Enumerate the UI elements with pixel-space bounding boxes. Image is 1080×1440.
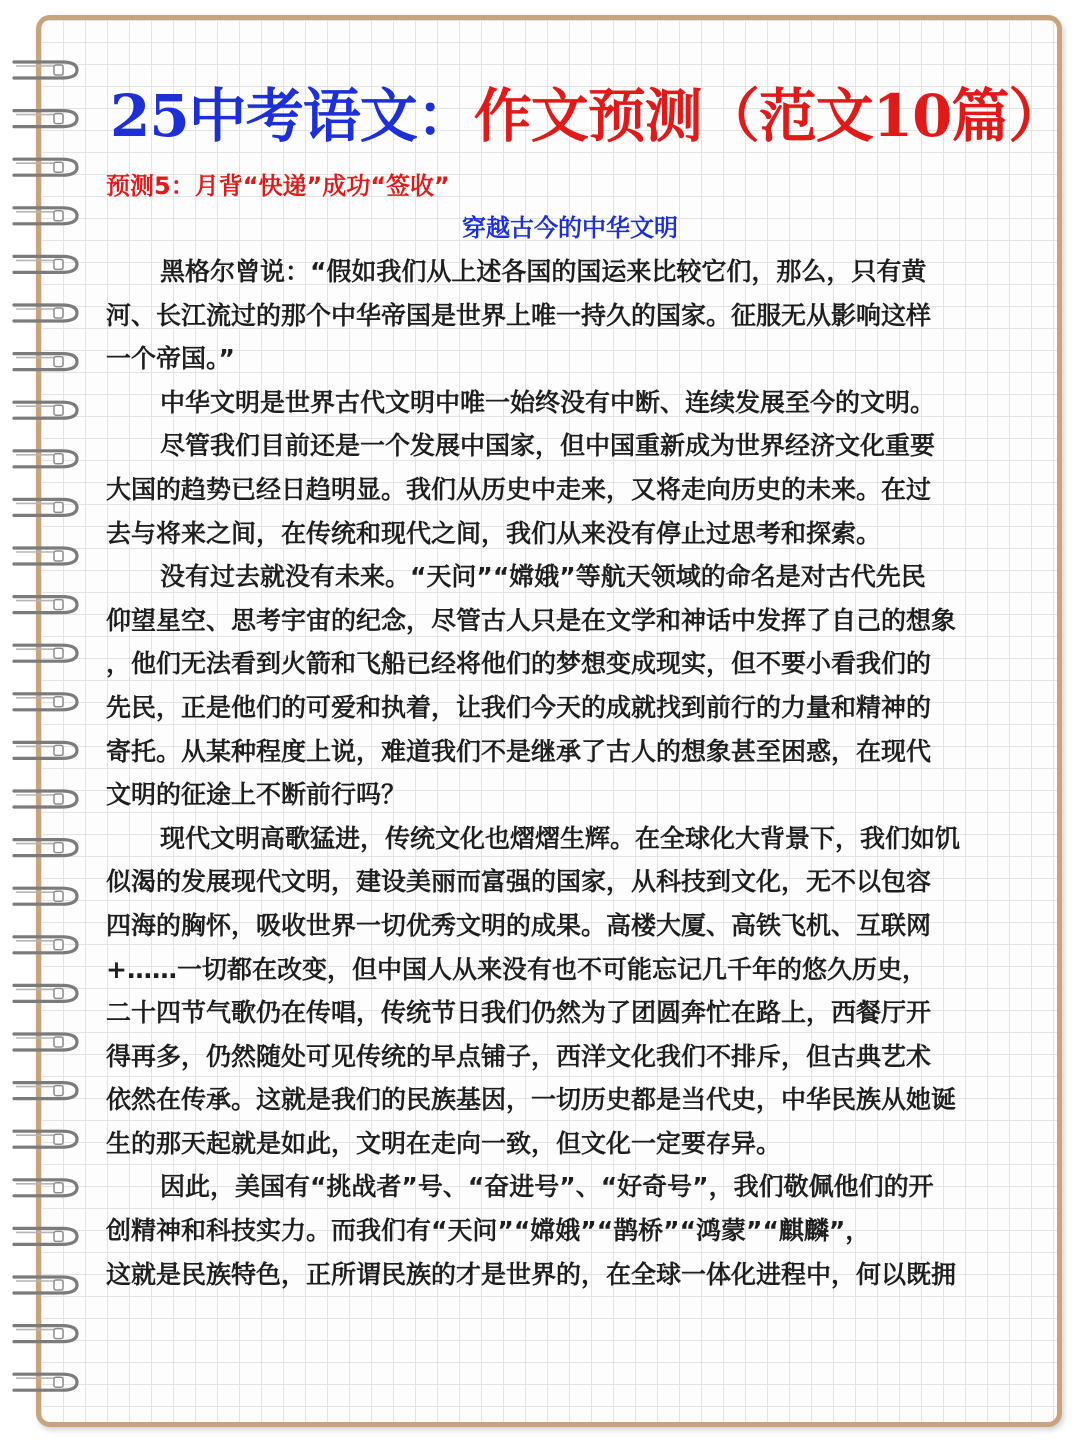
binding-ring [14,305,77,321]
text-line: 去与将来之间，在传统和现代之间，我们从来没有停止过思考和探索。 [106,518,882,548]
binding-ring [14,111,77,127]
binding-ring [14,1180,77,1196]
binding-ring [14,1131,77,1147]
title-part-blue: 25中考语文： [110,82,474,150]
text-line: 因此，美国有“挑战者”号、“奋进号”、“好奇号”，我们敬佩他们的开 [160,1172,934,1202]
binding-ring [14,1326,77,1342]
essay-title: 穿越古今的中华文明 [462,214,678,242]
text-line: 尽管我们目前还是一个发展中国家，但中国重新成为世界经济文化重要 [160,431,936,461]
text-line: 中华文明是世界古代文明中唯一始终没有中断、连续发展至今的文明。 [160,387,936,417]
text-line: 大国的趋势已经日趋明显。我们从历史中走来，又将走向历史的未来。在过 [106,474,932,504]
prediction-subtitle: 预测5：月背“快递”成功“签收” [106,172,450,200]
binding-ring [14,1374,77,1390]
binding-ring [14,937,77,953]
binding-ring [14,451,77,467]
text-line: 黑格尔曾说：“假如我们从上述各国的国运来比较它们，那么，只有黄 [160,257,927,286]
binding-ring [14,62,77,78]
binding-ring [14,354,77,370]
binding-ring [14,256,77,272]
text-line: 依然在传承。这就是我们的民族基因，一切历史都是当代史，中华民族从她诞 [106,1085,957,1115]
text-line: 得再多，仍然随处可见传统的早点铺子，西洋文化我们不排斥，但古典艺术 [106,1041,932,1071]
text-line: ，他们无法看到火箭和飞船已经将他们的梦想变成现实，但不要小看我们的 [106,649,932,679]
text-line: 文明的征途上不断前行吗？ [106,780,407,810]
binding-ring [14,402,77,418]
binding-ring [14,840,77,856]
text-line: 仰望星空、思考宇宙的纪念，尽管古人只是在文学和神话中发挥了自己的想象 [106,605,957,635]
page-title [110,78,1066,154]
binding-ring [14,208,77,224]
binding-ring [14,1277,77,1293]
text-line: 创精神和科技实力。而我们有“天问”“嫦娥”“鹊桥”“鸿蒙”“麒麟”， [106,1216,871,1246]
binding-ring [14,1228,77,1244]
text-line: 一个帝国。” [106,344,235,374]
text-line: 先民，正是他们的可爱和执着，让我们今天的成就找到前行的力量和精神的 [106,692,932,722]
text-line: 没有过去就没有未来。“天问”“嫦娥”等航天领域的命名是对古代先民 [160,562,926,592]
text-line: 似渴的发展现代文明，建设美丽而富强的国家，从科技到文化，无不以包容 [106,867,932,897]
binding-ring [14,159,77,175]
binding-ring [14,742,77,758]
binding-ring [14,791,77,807]
binding-ring [14,548,77,564]
essay-body [106,250,1034,1296]
text-line: +……一切都在改变，但中国人从来没有也不可能忘记几千年的悠久历史， [106,954,927,984]
text-line: 这就是民族特色，正所谓民族的才是世界的，在全球一体化进程中，何以既拥 [106,1259,957,1289]
text-line: 寄托。从某种程度上说，难道我们不是继承了古人的想象甚至困惑，在现代 [106,736,932,766]
text-line: 河、长江流过的那个中华帝国是世界上唯一持久的国家。征服无从影响这样 [106,300,932,330]
text-line: 二十四节气歌仍在传唱，传统节日我们仍然为了团圆奔忙在路上，西餐厅开 [106,998,932,1028]
binding-ring [14,888,77,904]
binding-ring [14,597,77,613]
text-line: 生的那天起就是如此，文明在走向一致，但文化一定要存异。 [106,1128,782,1158]
binding-ring [14,1083,77,1099]
binding-ring [14,985,77,1001]
binding-ring [14,499,77,515]
binding-ring [14,694,77,710]
binding-ring [14,1034,77,1050]
text-line: 四海的胸怀，吸收世界一切优秀文明的成果。高楼大厦、高铁飞机、互联网 [106,910,932,940]
binding-ring [14,645,77,661]
spiral-binding [0,0,90,1440]
text-line: 现代文明高歌猛进，传统文化也熠熠生辉。在全球化大背景下，我们如饥 [160,823,961,853]
title-part-red: 作文预测（范文10篇） [473,82,1066,150]
